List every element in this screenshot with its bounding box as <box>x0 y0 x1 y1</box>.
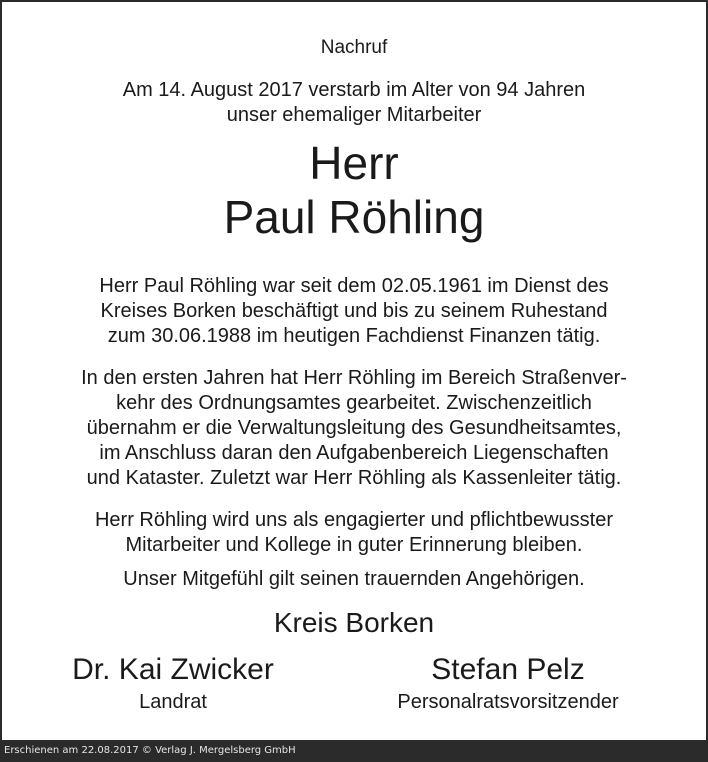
text-line: In den ersten Jahren hat Herr Röhling im Bereich Straßenver- <box>81 367 627 389</box>
publication-footer: Erschienen am 22.08.2017 © Verlag J. Mergelsberg GmbH <box>4 745 296 756</box>
text-line: zum 30.06.1988 im heutigen Fachdienst Finanzen tätig. <box>107 325 601 347</box>
text-line: übernahm er die Verwaltungsleitung des Gesundheitsamtes, <box>86 417 622 439</box>
text-line: Herr Röhling wird uns als engagierter und pflichtbewusster <box>94 509 614 531</box>
text-line: und Kataster. Zuletzt war Herr Röhling als Kassenleiter tätig. <box>86 467 622 489</box>
organization-name: Kreis Borken <box>273 607 435 638</box>
signatory-name: Stefan Pelz <box>431 653 585 686</box>
text-line: Mitarbeiter und Kollege in guter Erinnerung bleiben. <box>125 534 583 556</box>
signatory-right <box>338 652 678 714</box>
intro-line: Am 14. August 2017 verstarb im Alter von 94 Jahren <box>122 79 586 101</box>
deceased-name <box>2 136 706 244</box>
intro-line: unser ehemaliger Mitarbeiter <box>226 104 482 126</box>
name-full: Paul Röhling <box>223 191 485 243</box>
paragraph-career <box>2 274 706 349</box>
text-line: Kreises Borken beschäftigt und bis zu seinem Ruhestand <box>100 300 608 322</box>
paragraph-duties <box>2 366 706 491</box>
notice-heading: Nachruf <box>320 37 388 58</box>
signatory-role: Personalratsvorsitzender <box>397 691 619 713</box>
signatory-left <box>28 652 318 714</box>
signatory-role: Landrat <box>139 691 207 713</box>
paragraph-remembrance <box>2 508 706 558</box>
name-title: Herr <box>309 137 399 189</box>
text-line: im Anschluss daran den Aufgabenbereich Liegenschaften <box>99 442 609 464</box>
text-line: kehr des Ordnungsamtes gearbeitet. Zwischenzeitlich <box>116 392 592 414</box>
text-line: Unser Mitgefühl gilt seinen trauernden Angehörigen. <box>123 568 585 590</box>
signatory-name: Dr. Kai Zwicker <box>72 653 274 686</box>
paragraph-condolence <box>2 567 706 592</box>
intro-text <box>2 78 706 128</box>
text-line: Herr Paul Röhling war seit dem 02.05.1961 im Dienst des <box>99 275 609 297</box>
obituary-notice <box>2 2 706 740</box>
